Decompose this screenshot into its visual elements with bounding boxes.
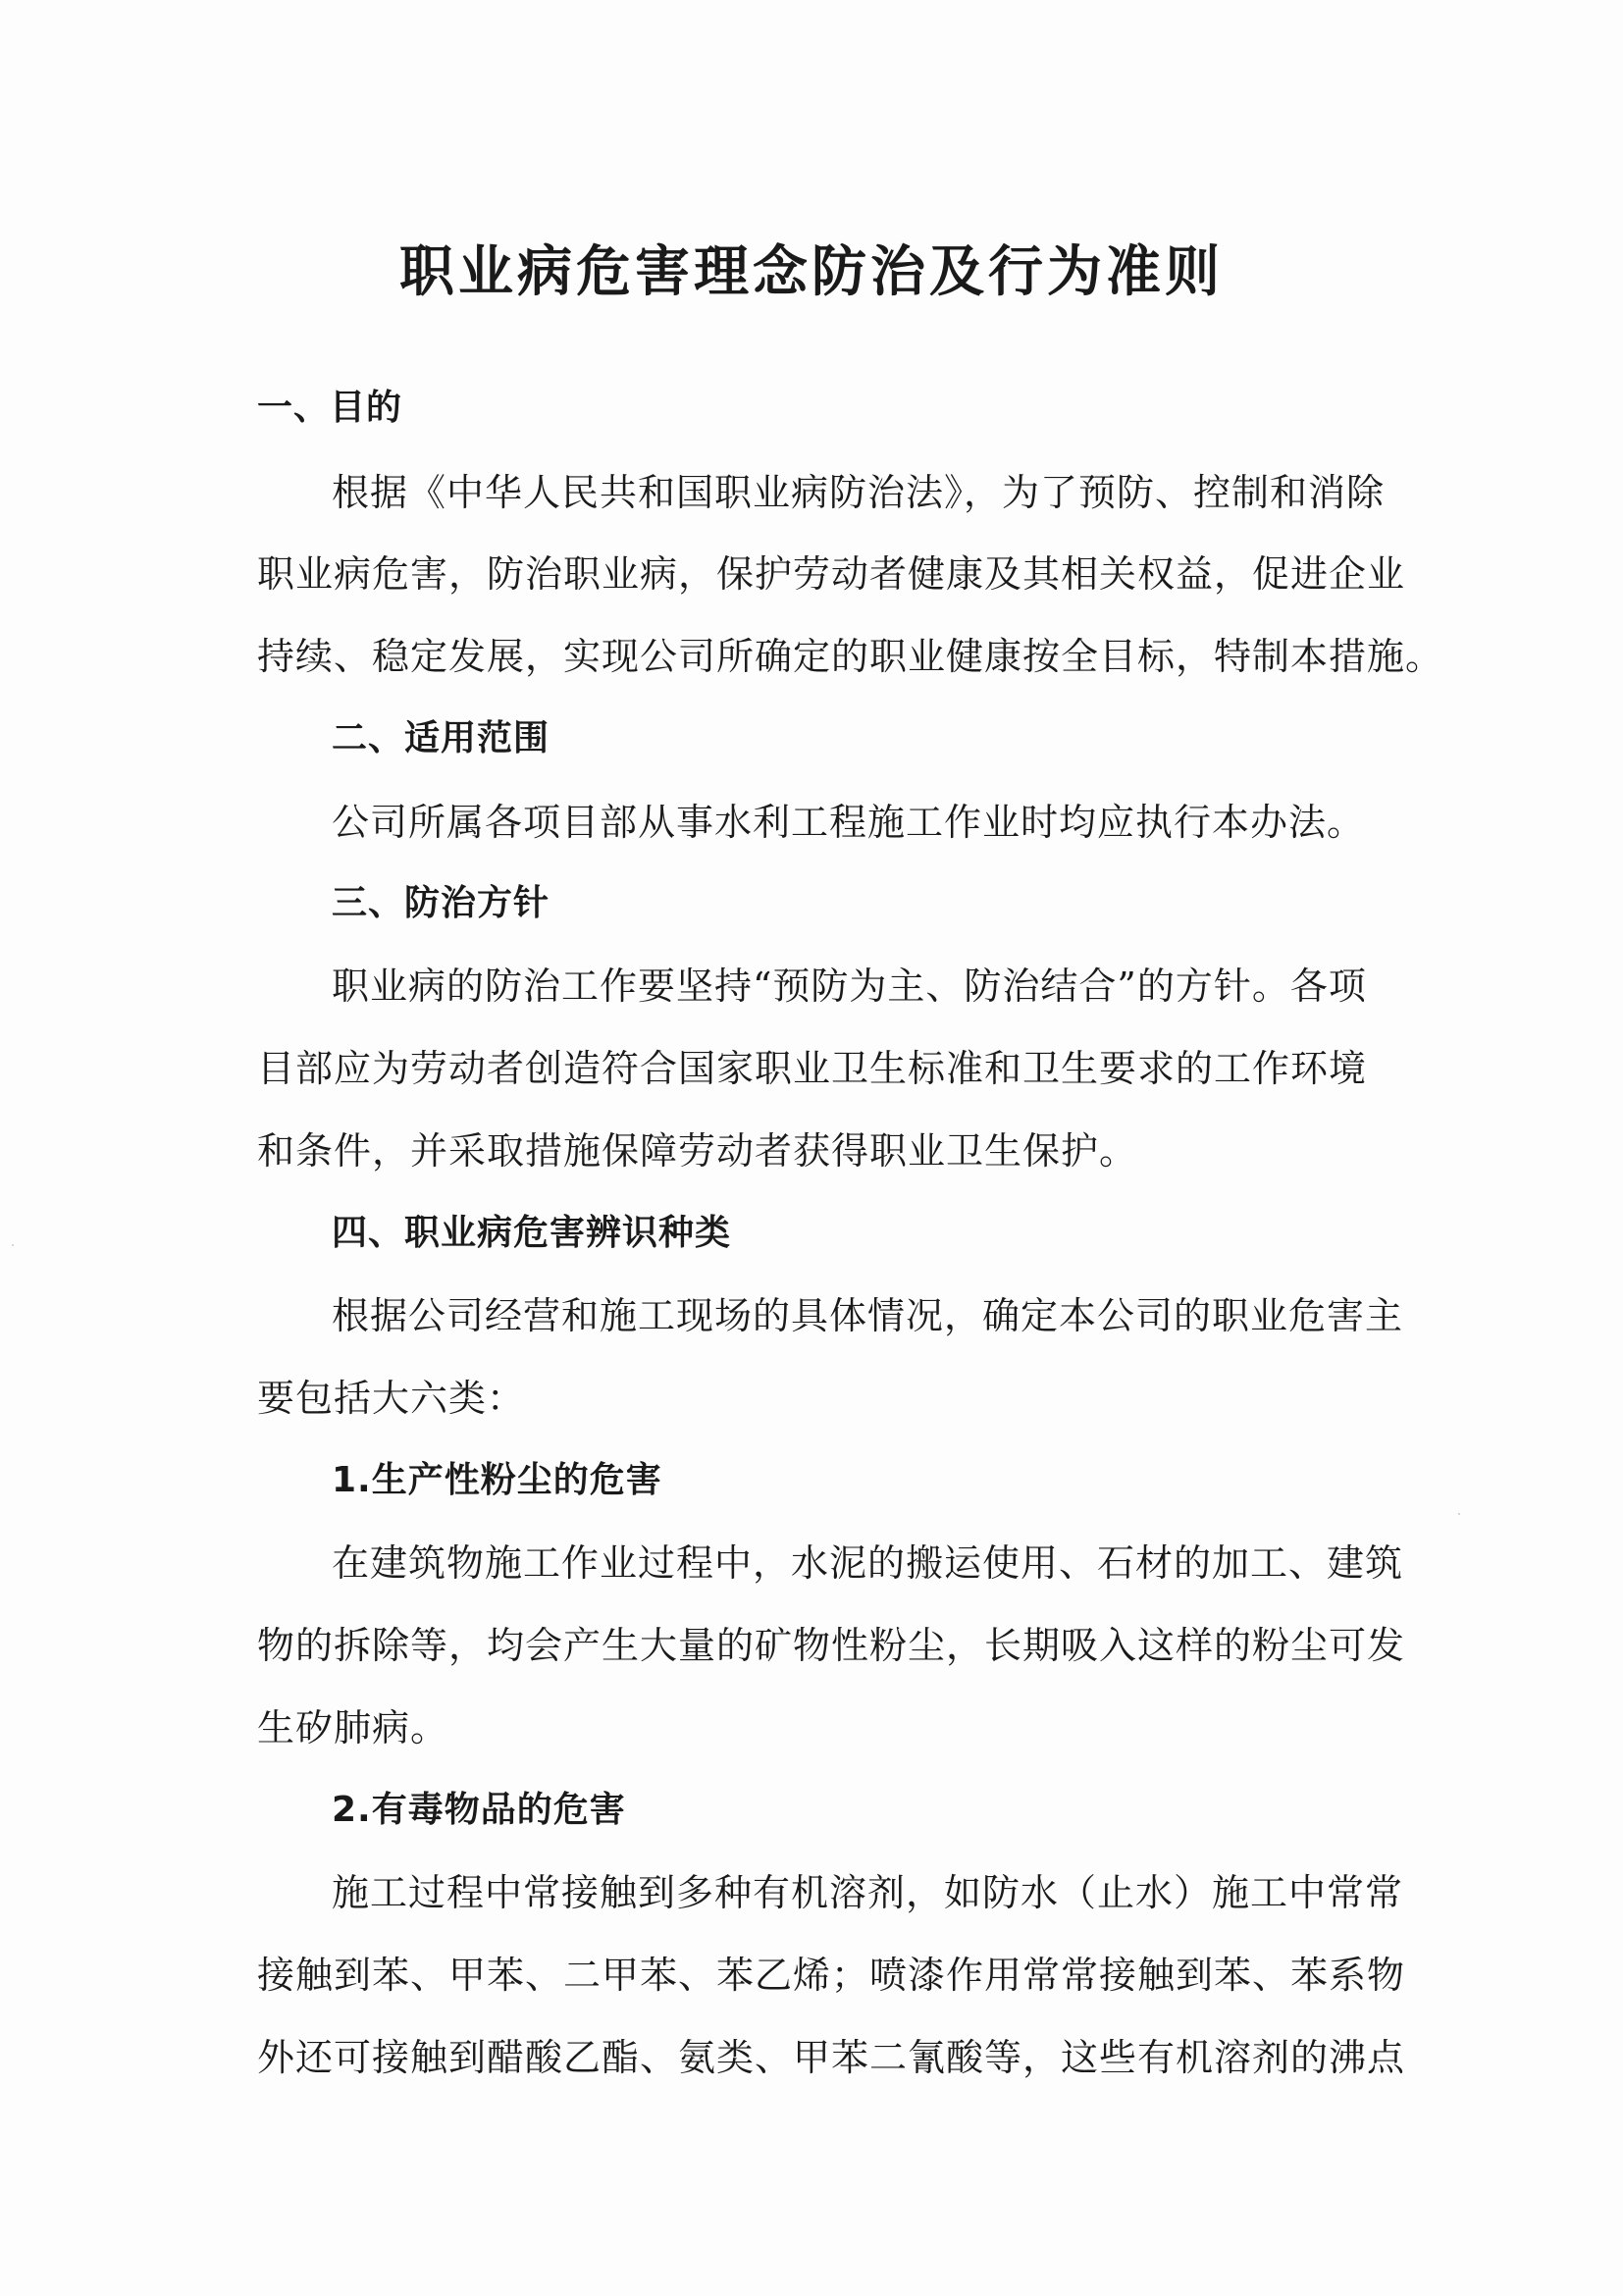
section-heading-hazard-types: 四、职业病危害辨识种类 xyxy=(332,1213,732,1253)
page-title: 职业病危害理念防治及行为准则 xyxy=(399,240,1224,304)
paragraph-line: 要包括大六类： xyxy=(257,1377,526,1420)
section-heading-policy: 三、防治方针 xyxy=(332,883,550,923)
paragraph-line: 持续、稳定发展，实现公司所确定的职业健康按全目标，特制本措施。 xyxy=(257,635,1444,678)
paragraph-line: 根据《中华人民共和国职业病防治法》，为了预防、控制和消除 xyxy=(332,471,1386,514)
section-heading-scope: 二、适用范围 xyxy=(332,718,550,758)
paragraph-line: 接触到苯、甲苯、二甲苯、苯乙烯；喷漆作用常常接触到苯、苯系物 xyxy=(257,1954,1406,1997)
paragraph-line: 生矽肺病。 xyxy=(257,1706,449,1749)
scan-speck xyxy=(12,1244,14,1246)
subsection-heading-toxic: 2.有毒物品的危害 xyxy=(332,1790,626,1830)
section-heading-purpose: 一、目的 xyxy=(257,388,403,428)
paragraph-line: 职业病危害，防治职业病，保护劳动者健康及其相关权益，促进企业 xyxy=(257,552,1406,596)
paragraph-line: 职业病的防治工作要坚持“预防为主、防治结合”的方针。各项 xyxy=(332,965,1367,1008)
scan-speck xyxy=(1458,1513,1460,1515)
paragraph-line: 根据公司经营和施工现场的具体情况，确定本公司的职业危害主 xyxy=(332,1294,1404,1337)
paragraph-line: 和条件，并采取措施保障劳动者获得职业卫生保护。 xyxy=(257,1129,1138,1173)
subsection-heading-dust: 1.生产性粉尘的危害 xyxy=(332,1460,662,1500)
paragraph-line: 公司所属各项目部从事水利工程施工作业时均应执行本办法。 xyxy=(332,801,1366,844)
paragraph-line: 在建筑物施工作业过程中，水泥的搬运使用、石材的加工、建筑 xyxy=(332,1541,1404,1585)
paragraph-line: 物的拆除等，均会产生大量的矿物性粉尘，长期吸入这样的粉尘可发 xyxy=(257,1624,1406,1667)
paragraph-line: 外还可接触到醋酸乙酯、氨类、甲苯二氰酸等，这些有机溶剂的沸点 xyxy=(257,2036,1406,2079)
paragraph-line: 施工过程中常接触到多种有机溶剂，如防水（止水）施工中常常 xyxy=(332,1871,1404,1914)
paragraph-line: 目部应为劳动者创造符合国家职业卫生标准和卫生要求的工作环境 xyxy=(257,1047,1368,1090)
